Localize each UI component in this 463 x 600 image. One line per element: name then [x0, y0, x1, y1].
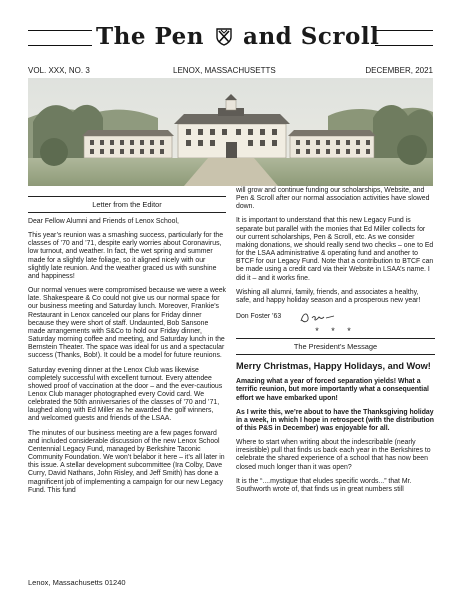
- editor-paragraph-continued: will grow and continue funding our scholarships, Website, and Pen & Scroll after our normal association activities have slowed down.: [236, 187, 430, 211]
- issue-date: DECEMBER, 2021: [365, 66, 433, 75]
- footer-address: Lenox, Massachusetts 01240: [28, 578, 126, 587]
- right-column: [236, 187, 435, 500]
- editor-paragraph: Dear Fellow Alumni and Friends of Lenox School,: [28, 218, 179, 225]
- editor-paragraph: Saturday evening dinner at the Lenox Club was likewise completely successful with excellent turnout. Every attendee showed proof of vaccination at the door – and the ever-cautious Lenox Club manager photographed every Covid card. We celebrated the 50th anniversaries of the classes of ’70 and ’71, laughed along with Ed Miller as he awarded the golf winners, and welcomed guests and friends of the LSAA.: [28, 366, 223, 423]
- editor-signature-name: Don Foster ’63: [236, 313, 282, 321]
- editor-paragraph: The minutes of our business meeting are a few pages forward and included considerable discussion of the new Lenox School Centennial Legacy Fund, managed by Berkshire Taconic Community Foundation. We won’t belabor it here – it’s all later in this issue. A stellar development subcommittee (Ira Colby, Dave Curry, David Nathans, John Risley, and Jeff Smith) has done a magnificent job of implementing a campaign for our new Legacy Fund. This fund: [28, 429, 225, 494]
- president-bold-paragraph: As I write this, we’re about to have the Thanksgiving holiday in a week, in which I hope in retrospect (with the distribution of this P&S in December) was enjoyable for all.: [236, 408, 434, 432]
- handwritten-signature: [298, 309, 338, 325]
- editor-paragraph: This year’s reunion was a smashing success, particularly for the classes of ’70 and ’71, despite early worries about Coronavirus, low turnout, and weather. In fact, the wet spring and summer made for a slightly late foliage, so it aligned nicely with our slightly late reunion. And the weather graced us with sunshine and happiness!: [28, 232, 224, 280]
- issue-volume: VOL. XXX, NO. 3: [28, 66, 90, 75]
- masthead-rule-right: [375, 30, 433, 46]
- editor-paragraph-continued: It is important to understand that this new Legacy Fund is separate but parallel with the monies that Ed Miller collects for our current scholarships, Pen & Scroll, etc. As we consider making donations, we should really send two checks – one to Ed for the LSAA administrative & operating fund and another to BTCF for our Legacy Fund. Note that a contribution to BTCF can be made using a credit card via their Website in LSAA’s name. I did it – and it works fine.: [236, 217, 434, 282]
- campus-photo: [28, 78, 433, 186]
- editor-paragraph: Our normal venues were compromised because we were a week late. Shakespeare & Co could not give us our normal space for our business meeting and Saturday lunch. Moreover, Frankie’s Restaurant in Lenox canceled our plans for Friday dinner because they were short of staff. Undaunted, Bob Sansone made arrangements with S&Co to hold our Friday dinner, Saturday morning coffee and meeting, and Saturday lunch in the Bernstein Theater. The space was ideal for us and a spectacular success (Thanks, Bob!). It could be a model for future reunions.: [28, 287, 227, 360]
- masthead-title-left: The Pen: [96, 23, 205, 50]
- masthead: [28, 22, 433, 62]
- editor-paragraph-continued: Wishing all alumni, family, friends, and associates a healthy, safe, and happy holiday season and a prosperous new year!: [236, 288, 421, 304]
- masthead-title-right: and Scroll: [243, 23, 380, 50]
- editor-letter-heading: Letter from the Editor: [28, 196, 226, 213]
- section-separator: * * *: [315, 326, 356, 337]
- campus-illustration: [28, 78, 433, 186]
- presidents-message-title: Merry Christmas, Happy Holidays, and Wow!: [236, 361, 431, 372]
- masthead-title: [96, 22, 380, 52]
- president-bold-paragraph: Amazing what a year of forced separation yields! What a terrific reunion, but more importantly what a consequential effort we have embarked upon!: [236, 378, 429, 402]
- presidents-message-heading: The President’s Message: [236, 338, 435, 355]
- editor-letter-column: [28, 188, 226, 501]
- president-paragraph: Where to start when writing about the indescribable (nearly irresistible) pull that finds us back each year in the Berkshires to celebrate the shared experience of a school that has now been closed much longer than it was open?: [236, 439, 431, 471]
- signature-row: [236, 311, 435, 325]
- masthead-rule-left: [28, 30, 92, 46]
- crest-icon: [216, 28, 232, 46]
- president-paragraph: It is the “....mystique that eludes specific words...” that Mr. Southworth wrote of, that finds us in great numbers still: [236, 477, 412, 493]
- issue-place: LENOX, MASSACHUSETTS: [173, 66, 276, 75]
